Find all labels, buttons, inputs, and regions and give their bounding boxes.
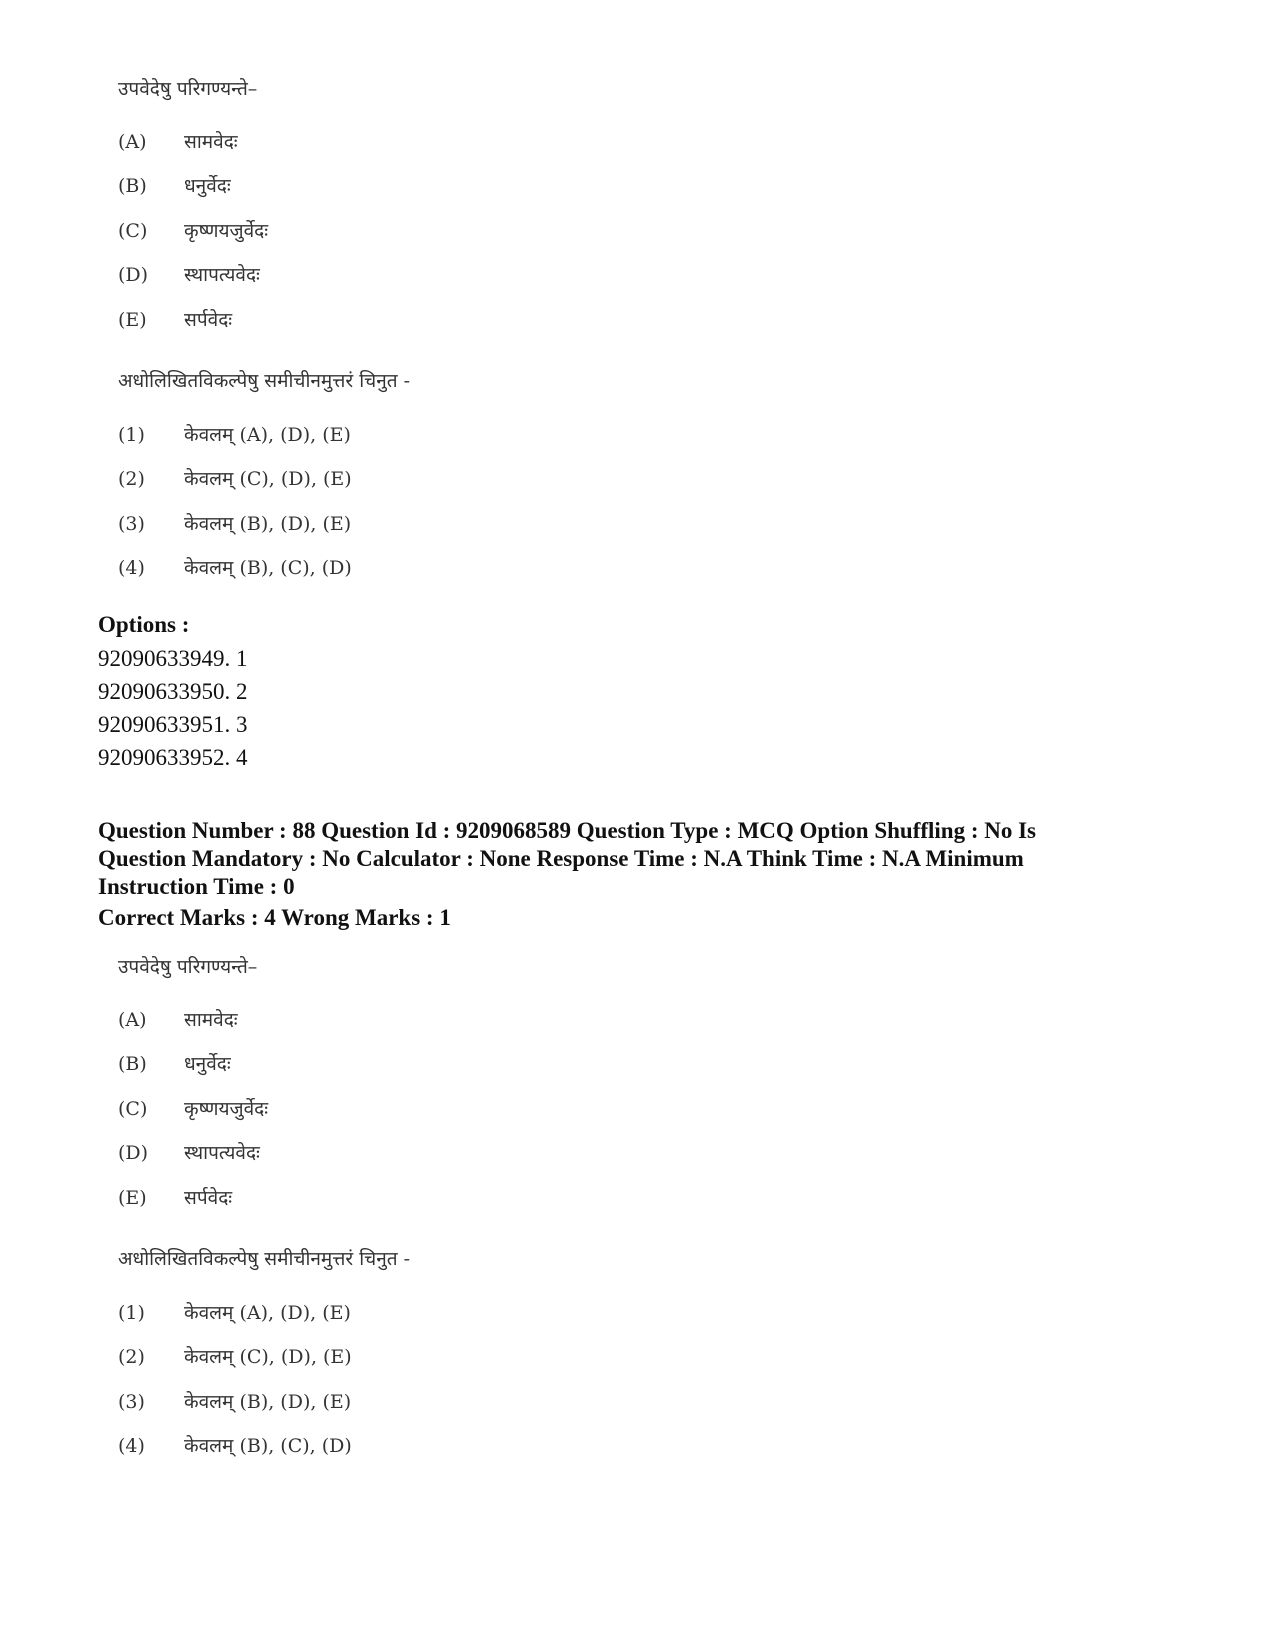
item-e: [118, 1184, 232, 1210]
item-text: सर्पवेदः: [184, 309, 233, 331]
item-label: (B): [118, 1053, 147, 1075]
item-text: सर्पवेदः: [184, 1187, 233, 1209]
item-d: [118, 261, 260, 287]
item-text: स्थापत्यवेदः: [184, 1142, 260, 1164]
choice-label: (1): [118, 424, 145, 446]
choice-text: केवलम् (C), (D), (E): [184, 1346, 352, 1368]
choice-2: [118, 1343, 352, 1369]
item-b: [118, 172, 231, 198]
item-e: [118, 306, 232, 332]
item-c: [118, 217, 268, 243]
choice-text: केवलम् (C), (D), (E): [184, 468, 352, 490]
choice-label: (1): [118, 1302, 145, 1324]
item-a: [118, 128, 238, 154]
choice-text: केवलम् (A), (D), (E): [184, 424, 351, 446]
question-image-1: [0, 0, 1275, 620]
choice-1: [118, 421, 351, 447]
question-instruction: अधोलिखितविकल्पेषु समीचीनमुत्तरं चिनुत -: [118, 1248, 411, 1270]
item-label: (C): [118, 220, 148, 242]
question-stem: उपवेदेषु परिगण्यन्ते–: [118, 956, 258, 978]
choice-text: केवलम् (B), (C), (D): [184, 557, 352, 579]
choice-label: (3): [118, 513, 145, 535]
item-label: (C): [118, 1098, 148, 1120]
item-label: (A): [118, 131, 147, 153]
question-meta-line-2: Question Mandatory : No Calculator : None Response Time : N.A Think Time : N.A Minimum: [98, 846, 1024, 871]
item-text: सामवेदः: [184, 131, 238, 153]
option-line-2: 92090633950. 2: [98, 679, 248, 704]
choice-text: केवलम् (B), (D), (E): [184, 513, 352, 535]
item-label: (B): [118, 175, 147, 197]
item-label: (D): [118, 264, 149, 286]
item-label: (A): [118, 1009, 147, 1031]
item-text: धनुर्वेदः: [184, 175, 231, 197]
item-d: [118, 1139, 260, 1165]
item-text: धनुर्वेदः: [184, 1053, 231, 1075]
choice-text: केवलम् (B), (D), (E): [184, 1391, 352, 1413]
choice-label: (4): [118, 557, 145, 579]
item-text: सामवेदः: [184, 1009, 238, 1031]
choice-text: केवलम् (B), (C), (D): [184, 1435, 352, 1457]
item-a: [118, 1006, 238, 1032]
item-text: कृष्णयजुर्वेदः: [184, 220, 269, 242]
choice-1: [118, 1299, 351, 1325]
choice-3: [118, 510, 351, 536]
question-instruction: अधोलिखितविकल्पेषु समीचीनमुत्तरं चिनुत -: [118, 370, 411, 392]
choice-4: [118, 554, 352, 580]
item-label: (E): [118, 1187, 147, 1209]
question-meta-line-1: Question Number : 88 Question Id : 9209068589 Question Type : MCQ Option Shuffling : No Is: [98, 818, 1037, 843]
choice-label: (4): [118, 1435, 145, 1457]
choice-2: [118, 465, 352, 491]
item-label: (D): [118, 1142, 149, 1164]
option-line-1: 92090633949. 1: [98, 646, 248, 671]
question-stem: उपवेदेषु परिगण्यन्ते–: [118, 78, 258, 100]
choice-4: [118, 1432, 352, 1458]
marks-line: Correct Marks : 4 Wrong Marks : 1: [98, 905, 451, 930]
question-image-2: [0, 878, 1275, 1498]
choice-label: (2): [118, 1346, 145, 1368]
option-line-3: 92090633951. 3: [98, 712, 248, 737]
question-meta-line-3: Instruction Time : 0: [98, 874, 295, 899]
item-label: (E): [118, 309, 147, 331]
choice-label: (3): [118, 1391, 145, 1413]
item-b: [118, 1050, 231, 1076]
item-c: [118, 1095, 268, 1121]
choice-text: केवलम् (A), (D), (E): [184, 1302, 351, 1324]
item-text: स्थापत्यवेदः: [184, 264, 260, 286]
item-text: कृष्णयजुर्वेदः: [184, 1098, 269, 1120]
choice-3: [118, 1388, 351, 1414]
option-line-4: 92090633952. 4: [98, 745, 248, 770]
options-title: Options :: [98, 612, 190, 637]
choice-label: (2): [118, 468, 145, 490]
